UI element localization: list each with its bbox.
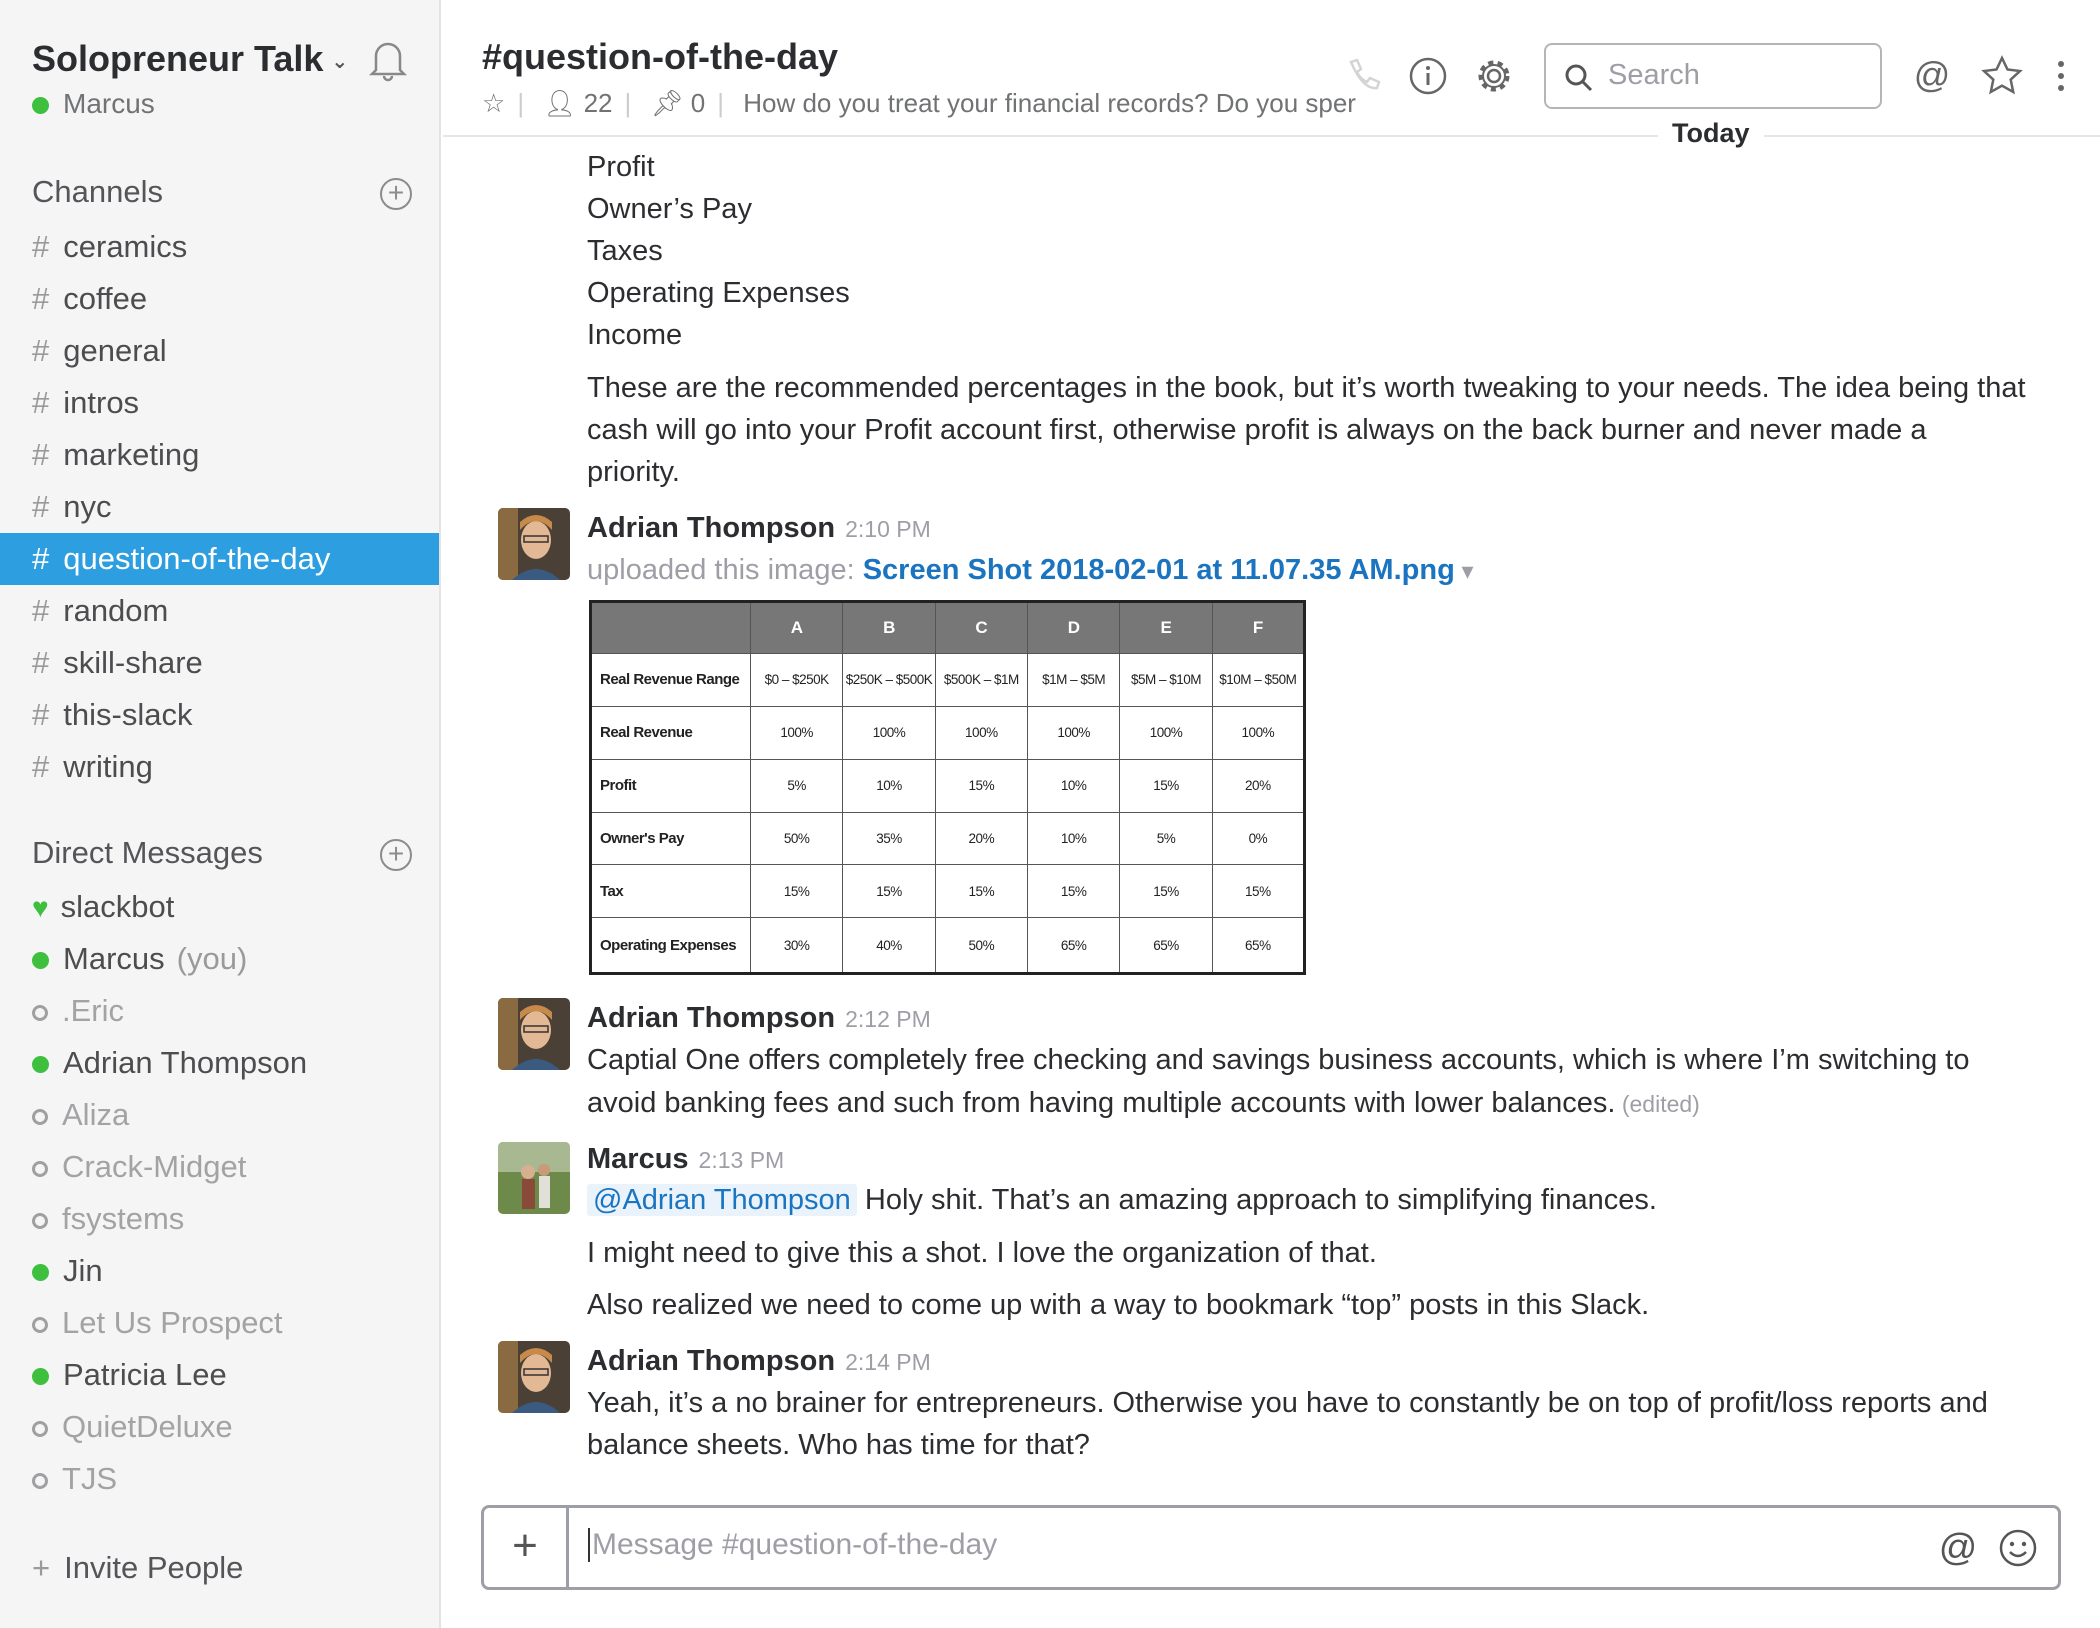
message-line: Holy shit. That’s an amazing approach to simplifying finances.: [864, 1184, 1657, 1216]
dm-name: Crack-Midget: [62, 1149, 247, 1184]
member-count[interactable]: 22: [583, 88, 613, 118]
starred-icon[interactable]: [1980, 54, 2024, 98]
message-line: Taxes: [587, 235, 663, 267]
table-cell: Tax: [591, 865, 751, 918]
message-line: These are the recommended percentages in the book, but it’s worth tweaking to your needs. The idea being that: [587, 372, 2026, 404]
message-header: [587, 507, 931, 550]
message-input[interactable]: Message #question-of-the-day: [588, 1528, 997, 1562]
table-cell: 50%: [751, 812, 843, 865]
sidebar-channel-skill-share[interactable]: [0, 637, 439, 689]
channel-name: general: [63, 333, 167, 368]
table-cell: 100%: [751, 706, 843, 759]
dm-name: Marcus: [63, 941, 165, 976]
table-cell: 50%: [935, 918, 1027, 974]
heart-icon: ♥: [32, 892, 49, 923]
sidebar-channel-general[interactable]: [0, 325, 439, 377]
dm-name: slackbot: [60, 889, 175, 924]
current-user[interactable]: [32, 88, 155, 120]
sidebar-channel-ceramics[interactable]: [0, 221, 439, 273]
hash-icon: #: [32, 541, 50, 576]
table-header-cell: [591, 602, 751, 654]
message-timestamp[interactable]: 2:13 PM: [698, 1147, 785, 1173]
table-header-cell: D: [1027, 602, 1119, 654]
table-cell: 15%: [1120, 759, 1212, 812]
avatar[interactable]: [498, 1341, 570, 1413]
hash-icon: #: [32, 333, 50, 368]
channel-name: random: [63, 593, 169, 628]
channel-name: question-of-the-day: [63, 541, 331, 576]
online-status-icon: [32, 952, 49, 969]
message-line: Profit: [587, 151, 655, 183]
away-status-icon: [32, 1317, 48, 1333]
dm-name: Let Us Prospect: [62, 1305, 283, 1340]
away-status-icon: [32, 1421, 48, 1437]
table-cell: Operating Expenses: [591, 918, 751, 974]
table-cell: $0 – $250K: [751, 654, 843, 707]
table-cell: $250K – $500K: [843, 654, 935, 707]
message-text: I might need to give this a shot. I love the organization of that.: [587, 1237, 1377, 1269]
more-options-icon[interactable]: [2039, 54, 2083, 98]
table-cell: 100%: [1212, 706, 1304, 759]
dm-name: fsystems: [62, 1201, 185, 1236]
dm-name: Aliza: [62, 1097, 130, 1132]
chevron-down-icon: ⌄: [331, 50, 349, 73]
sidebar-dm-item[interactable]: [0, 1245, 439, 1297]
sidebar-channel-question-of-the-day[interactable]: [0, 533, 439, 585]
pin-icon[interactable]: 📌︎: [650, 88, 684, 118]
table-cell: 35%: [843, 812, 935, 865]
table-row: [591, 759, 1305, 812]
table-cell: 15%: [1027, 865, 1119, 918]
sidebar-dm-item[interactable]: [0, 1141, 439, 1193]
hash-icon: #: [32, 437, 50, 472]
message-text: balance sheets. Who has time for that?: [587, 1429, 1090, 1461]
hash-icon: #: [32, 489, 50, 524]
message-author[interactable]: Adrian Thompson: [587, 512, 836, 544]
table-cell: 100%: [1120, 706, 1212, 759]
sidebar-dm-item[interactable]: [0, 1037, 439, 1089]
message-composer[interactable]: [481, 1505, 2061, 1590]
message-author[interactable]: Adrian Thompson: [587, 1345, 836, 1377]
hash-icon: #: [32, 385, 50, 420]
sidebar-dm-item[interactable]: [0, 933, 439, 985]
table-header-cell: A: [751, 602, 843, 654]
edited-label: (edited): [1615, 1091, 1700, 1117]
caret-down-icon[interactable]: ▾: [1454, 558, 1474, 585]
table-row: [591, 654, 1305, 707]
table-cell: 100%: [935, 706, 1027, 759]
away-status-icon: [32, 1005, 48, 1021]
avatar[interactable]: [498, 1142, 570, 1214]
online-status-icon: [32, 1056, 49, 1073]
table-cell: Real Revenue Range: [591, 654, 751, 707]
message-text: Yeah, it’s a no brainer for entrepreneurs. Otherwise you have to constantly be on top of profit/loss reports and: [587, 1387, 1988, 1419]
sidebar-dm-item[interactable]: [0, 1401, 439, 1453]
table-cell: 15%: [843, 865, 935, 918]
table-header-cell: B: [843, 602, 935, 654]
mentions-icon[interactable]: [1910, 54, 1954, 98]
away-status-icon: [32, 1161, 48, 1177]
channel-name: intros: [63, 385, 140, 420]
table-cell: $5M – $10M: [1120, 654, 1212, 707]
dm-name: TJS: [62, 1461, 118, 1496]
table-cell: 65%: [1212, 918, 1304, 974]
hash-icon: #: [32, 281, 50, 316]
table-cell: 10%: [1027, 759, 1119, 812]
table-cell: 5%: [1120, 812, 1212, 865]
hash-icon: #: [32, 749, 50, 784]
avatar[interactable]: [498, 998, 570, 1070]
table-cell: 40%: [843, 918, 935, 974]
message-text: Also realized we need to come up with a way to bookmark “top” posts in this Slack.: [587, 1289, 1650, 1321]
dm-name: .Eric: [62, 993, 124, 1028]
sidebar-channel-random[interactable]: [0, 585, 439, 637]
message-line: Income: [587, 319, 683, 351]
table-cell: 5%: [751, 759, 843, 812]
table-cell: 15%: [751, 865, 843, 918]
channel-name: this-slack: [63, 697, 193, 732]
user-mention[interactable]: @Adrian Thompson: [587, 1184, 857, 1216]
table-header-cell: C: [935, 602, 1027, 654]
channel-name: writing: [63, 749, 153, 784]
message-header: [587, 1138, 784, 1181]
message-timestamp[interactable]: 2:10 PM: [845, 516, 931, 542]
sidebar-dm-item[interactable]: [0, 1297, 439, 1349]
table-cell: 65%: [1027, 918, 1119, 974]
message-line: cash will go into your Profit account first, otherwise profit is always on the back burner and never made a: [587, 414, 1927, 446]
online-status-icon: [32, 1368, 49, 1385]
table-cell: 100%: [843, 706, 935, 759]
hash-icon: #: [32, 229, 50, 264]
sidebar: [0, 0, 441, 1628]
upload-line: [587, 549, 1474, 593]
table-row: [591, 865, 1305, 918]
channel-name: coffee: [63, 281, 148, 316]
invite-people-button[interactable]: + Invite People: [32, 1550, 244, 1585]
info-icon[interactable]: [1406, 54, 1450, 98]
sidebar-dm-item[interactable]: [0, 881, 439, 933]
pin-count[interactable]: 0: [690, 88, 706, 118]
away-status-icon: [32, 1109, 48, 1125]
dm-name: Patricia Lee: [63, 1357, 227, 1392]
channel-meta: ☆ | 👤︎ 22 | 📌︎ 0 | How do you treat your financial records? Do you sper: [482, 88, 1356, 118]
emoji-icon[interactable]: [1996, 1526, 2040, 1570]
message-text: avoid banking fees and such from having multiple accounts with lower balances. (edited): [587, 1087, 1700, 1119]
date-divider: Today: [1658, 118, 1764, 149]
message-timestamp[interactable]: 2:12 PM: [845, 1006, 931, 1032]
table-cell: 15%: [935, 865, 1027, 918]
table-header-cell: F: [1212, 602, 1304, 654]
sidebar-channel-intros[interactable]: [0, 377, 439, 429]
add-dm-icon[interactable]: +: [380, 839, 412, 871]
table-cell: 100%: [1027, 706, 1119, 759]
table-cell: Real Revenue: [591, 706, 751, 759]
away-status-icon: [32, 1213, 48, 1229]
table-row: [591, 812, 1305, 865]
message-header: [587, 997, 931, 1040]
away-status-icon: [32, 1473, 48, 1489]
star-icon[interactable]: ☆: [482, 88, 506, 118]
channel-name: marketing: [63, 437, 200, 472]
workspace-name: Solopreneur Talk: [32, 38, 324, 79]
dm-name: Jin: [63, 1253, 103, 1288]
dm-suffix: (you): [176, 941, 248, 976]
hash-icon: #: [32, 697, 50, 732]
message-header: [587, 1340, 931, 1383]
dm-header[interactable]: Direct Messages: [32, 835, 263, 870]
table-cell: 10%: [843, 759, 935, 812]
search-input[interactable]: [1544, 43, 1882, 109]
dm-name: QuietDeluxe: [62, 1409, 233, 1444]
table-cell: $10M – $50M: [1212, 654, 1304, 707]
message-text: Captial One offers completely free checking and savings business accounts, which is where I’m switching to: [587, 1044, 1970, 1076]
members-icon[interactable]: 👤︎: [543, 88, 577, 118]
workspace-menu[interactable]: [32, 38, 348, 80]
gear-icon[interactable]: [1472, 54, 1516, 98]
table-cell: 20%: [935, 812, 1027, 865]
sidebar-dm-item[interactable]: [0, 1453, 439, 1505]
sidebar-channel-nyc[interactable]: [0, 481, 439, 533]
file-link[interactable]: Screen Shot 2018-02-01 at 11.07.35 AM.png: [862, 554, 1455, 586]
channel-title: #question-of-the-day: [482, 36, 838, 77]
phone-icon[interactable]: [1341, 54, 1385, 98]
message-text: [587, 1179, 1657, 1221]
message-line: Owner’s Pay: [587, 193, 752, 225]
table-cell: 0%: [1212, 812, 1304, 865]
channel-name: skill-share: [63, 645, 203, 680]
channel-name: nyc: [63, 489, 112, 524]
dm-name: Adrian Thompson: [63, 1045, 308, 1080]
avatar[interactable]: [498, 508, 570, 580]
table-cell: $1M – $5M: [1027, 654, 1119, 707]
add-channel-icon[interactable]: +: [380, 178, 412, 210]
add-attachment-button[interactable]: +: [484, 1508, 569, 1587]
sidebar-channel-writing[interactable]: [0, 741, 439, 793]
sidebar-dm-item[interactable]: [0, 1349, 439, 1401]
svg-text:@: @: [1913, 54, 1951, 95]
channels-header[interactable]: Channels: [32, 174, 163, 209]
upload-prefix: uploaded this image:: [587, 554, 855, 586]
uploaded-image-table[interactable]: [589, 600, 1306, 975]
message-author[interactable]: Marcus: [587, 1143, 689, 1175]
bell-icon[interactable]: [368, 38, 408, 82]
channel-name: ceramics: [63, 229, 188, 264]
hash-icon: #: [32, 645, 50, 680]
sidebar-dm-item[interactable]: [0, 985, 439, 1037]
table-row: [591, 918, 1305, 974]
message-line: priority.: [587, 456, 680, 488]
sidebar-channel-coffee[interactable]: [0, 273, 439, 325]
table-row: [591, 706, 1305, 759]
channel-topic[interactable]: How do you treat your financial records? Do you sper: [743, 88, 1356, 118]
mention-icon[interactable]: [1936, 1526, 1980, 1570]
table-cell: 10%: [1027, 812, 1119, 865]
sidebar-dm-item[interactable]: [0, 1089, 439, 1141]
message-line: Operating Expenses: [587, 277, 850, 309]
search-placeholder: Search: [1608, 59, 1700, 91]
online-status-icon: [32, 97, 49, 114]
sidebar-channel-this-slack[interactable]: [0, 689, 439, 741]
table-cell: 15%: [1212, 865, 1304, 918]
table-cell: 65%: [1120, 918, 1212, 974]
table-header-cell: E: [1120, 602, 1212, 654]
table-cell: $500K – $1M: [935, 654, 1027, 707]
online-status-icon: [32, 1264, 49, 1281]
invite-label: Invite People: [64, 1550, 244, 1585]
search-icon: [1564, 63, 1594, 93]
table-cell: Owner's Pay: [591, 812, 751, 865]
current-user-name: Marcus: [63, 88, 155, 119]
svg-text:@: @: [1938, 1527, 1978, 1569]
table-cell: 15%: [935, 759, 1027, 812]
message-timestamp[interactable]: 2:14 PM: [845, 1349, 931, 1375]
sidebar-dm-item[interactable]: [0, 1193, 439, 1245]
hash-icon: #: [32, 593, 50, 628]
table-cell: 20%: [1212, 759, 1304, 812]
table-cell: 30%: [751, 918, 843, 974]
sidebar-channel-marketing[interactable]: [0, 429, 439, 481]
table-cell: 15%: [1120, 865, 1212, 918]
table-cell: Profit: [591, 759, 751, 812]
message-author[interactable]: Adrian Thompson: [587, 1002, 836, 1034]
channel-header: [443, 0, 2100, 148]
